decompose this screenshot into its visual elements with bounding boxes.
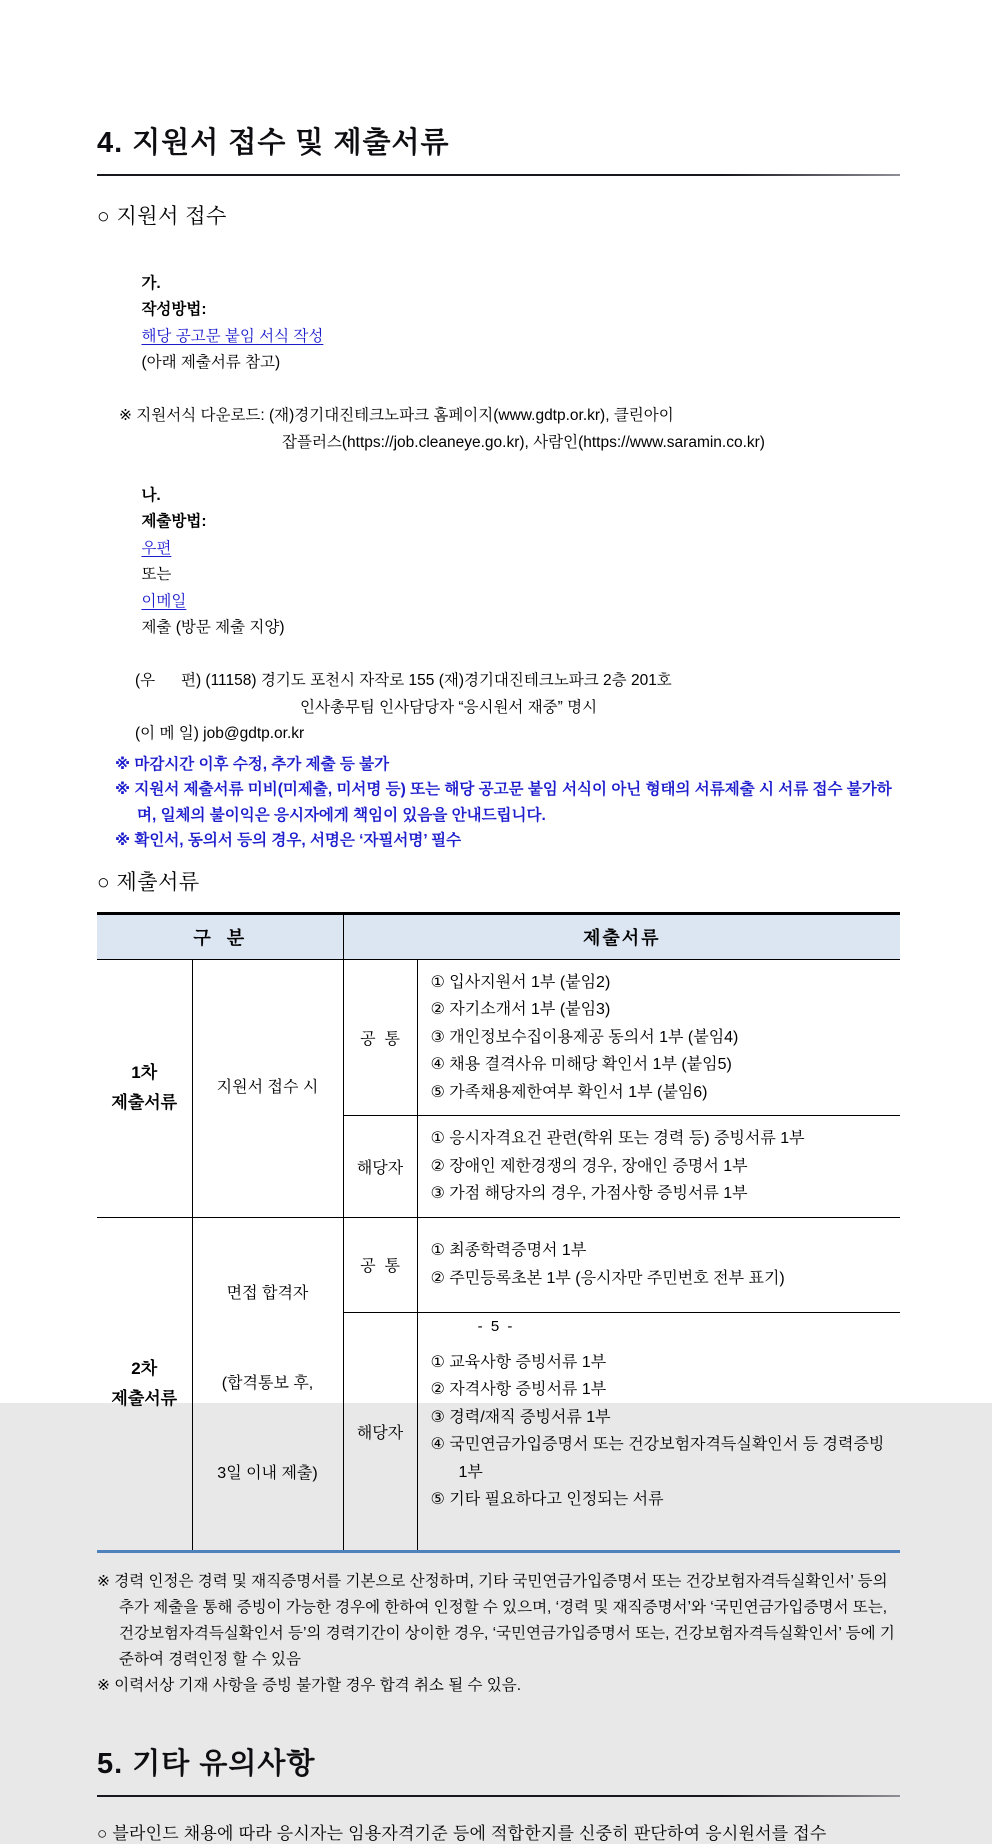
- na-label: 나.: [141, 486, 161, 504]
- who-cell-common-2: 공 통: [343, 1217, 417, 1312]
- missing-docs-note: ※ 지원서 제출서류 미비(미제출, 미서명 등) 또는 해당 공고문 붙임 서식이 아닌 형태의 서류제출 시 서류 접수 불가하며, 일체의 불이익은 응시자에게 책임이 있음을 안내드립니다.: [115, 781, 892, 824]
- header-documents: 제출서류: [343, 913, 900, 959]
- resume-footnote: ※ 이력서상 기재 사항을 증빙 불가할 경우 합격 취소 될 수 있음.: [97, 1676, 522, 1694]
- document-item: ② 자기소개서 1부 (붙임3): [430, 1001, 611, 1018]
- stage-cell-2: [97, 1217, 192, 1551]
- document-item: ⑤ 가족채용제한여부 확인서 1부 (붙임6): [430, 1083, 708, 1101]
- when-line: 지원서 접수 시: [216, 1079, 319, 1096]
- postal-link[interactable]: 우편: [141, 539, 172, 557]
- section-5-heading: 5. 기타 유의사항: [97, 1747, 316, 1780]
- section-4: [97, 0, 900, 176]
- document-item: ③ 가점 해당자의 경우, 가점사항 증빙서류 1부: [430, 1185, 748, 1202]
- document-item: ② 자격사항 증빙서류 1부: [430, 1381, 607, 1399]
- table-row: [97, 959, 900, 1116]
- when-line: 3일 이내 제출): [217, 1464, 318, 1482]
- who-cell-eligible-1: 해당자: [343, 1116, 417, 1218]
- email-address-line: (이 메 일) job@gdtp.or.kr: [135, 725, 305, 742]
- stage-line: 1차: [131, 1063, 158, 1082]
- attachment-form-link[interactable]: 해당 공고문 붙임 서식 작성: [141, 327, 324, 345]
- ga-label: 가.: [141, 274, 161, 292]
- postal-address-line2: 인사총무팀 인사담당자 “응시원서 재중” 명시: [300, 698, 598, 716]
- documents-table: [97, 912, 900, 1553]
- who-cell-eligible-2: 해당자: [343, 1312, 417, 1551]
- document-item: ① 최종학력증명서 1부: [430, 1242, 587, 1260]
- who-cell-common-1: 공 통: [343, 959, 417, 1116]
- items-cell-eligible-2: [417, 1312, 900, 1551]
- document-item: ① 교육사항 증빙서류 1부: [430, 1353, 607, 1371]
- stage-cell-1: [97, 959, 192, 1217]
- signature-note: ※ 확인서, 동의서 등의 경우, 서명은 ‘자필서명’ 필수: [115, 832, 462, 849]
- page-number: - 5 -: [477, 1318, 515, 1335]
- na-method-label: 제출방법:: [141, 513, 207, 530]
- document-item: ① 입사지원서 1부 (붙임2): [430, 973, 611, 991]
- table-footnotes: [97, 1569, 900, 1699]
- stage-line: 2차: [131, 1358, 158, 1378]
- email-link[interactable]: 이메일: [141, 592, 187, 610]
- when-line: 면접 합격자: [226, 1284, 309, 1302]
- document-item: ⑤ 기타 필요하다고 인정되는 서류: [430, 1491, 664, 1509]
- document-item: ④ 국민연금가입증명서 또는 건강보험자격득실확인서 등 경력증빙 1부: [430, 1436, 889, 1481]
- ga-suffix: (아래 제출서류 참고): [141, 354, 281, 371]
- na-suffix: 제출 (방문 제출 지양): [141, 619, 285, 636]
- items-cell-common-1: [417, 959, 900, 1116]
- table-header-row: [97, 913, 900, 959]
- document-item: ③ 경력/재직 증빙서류 1부: [430, 1408, 611, 1426]
- apply-subheading: ○ 지원서 접수: [97, 205, 227, 228]
- header-category: 구 분: [97, 913, 343, 959]
- stage-line: 제출서류: [111, 1388, 178, 1408]
- section-4-heading: 4. 지원서 접수 및 제출서류: [97, 127, 450, 159]
- ga-method-label: 작성방법:: [141, 301, 207, 318]
- career-recognition-footnote: ※ 경력 인정은 경력 및 재직증명서를 기본으로 산정하며, 기타 국민연금가입증명서 또는 건강보험자격득실확인서’ 등의 추가 제출을 통해 증빙이 가능한 경우에 한하여 인정할 수 있으며, ‘경력 및 재직증명서’와 ‘국민연금가입증명서 또는, 건강보험자격득실확인서 등’의 경력기간이 상이한 경우, ‘국민연금가입증명서 또는, 건강보험자격득실확인서’ 등에 기준하여 경력인정 할 수 있음: [97, 1572, 895, 1668]
- document-item: ① 응시자격요건 관련(학위 또는 경력 등) 증빙서류 1부: [430, 1130, 805, 1147]
- when-line: (합격통보 후,: [221, 1374, 314, 1392]
- heading-rule: [97, 174, 900, 176]
- download-note-line2: 잡플러스(https://job.cleaneye.go.kr), 사람인(https://www.saramin.co.kr): [282, 433, 765, 451]
- document-item: ② 주민등록초본 1부 (응시자만 주민번호 전부 표기): [430, 1269, 785, 1287]
- section-5: [97, 1741, 900, 1797]
- postal-address-line1: (우 편) (11158) 경기도 포천시 자작로 155 (재)경기대진테크노파크 2층 201호: [135, 672, 672, 689]
- heading-rule: [97, 1795, 900, 1797]
- documents-subheading: ○ 제출서류: [97, 870, 200, 894]
- download-note-line1: ※ 지원서식 다운로드: (재)경기대진테크노파크 홈페이지(www.gdtp.or.kr), 클린아이: [119, 407, 674, 424]
- na-line: [107, 456, 900, 668]
- when-cell-2: [192, 1217, 343, 1551]
- document-item: ③ 개인정보수집이용제공 동의서 1부 (붙임4): [430, 1028, 739, 1046]
- stage-line: 제출서류: [111, 1093, 178, 1112]
- items-cell-eligible-1: [417, 1116, 900, 1218]
- document-item: ② 장애인 제한경쟁의 경우, 장애인 증명서 1부: [430, 1157, 748, 1175]
- ga-line: [107, 244, 900, 403]
- items-cell-common-2: [417, 1217, 900, 1312]
- na-mid: 또는: [141, 566, 172, 583]
- table-row: [97, 1217, 900, 1312]
- when-cell-1: [192, 959, 343, 1217]
- blind-recruit-line: ○ 블라인드 채용에 따라 응시자는 임용자격기준 등에 적합한지를 신중히 판단하여 응시원서를 접수: [97, 1823, 827, 1843]
- document-item: ④ 채용 결격사유 미해당 확인서 1부 (붙임5): [430, 1056, 732, 1073]
- deadline-note: ※ 마감시간 이후 수정, 추가 제출 등 불가: [115, 755, 390, 773]
